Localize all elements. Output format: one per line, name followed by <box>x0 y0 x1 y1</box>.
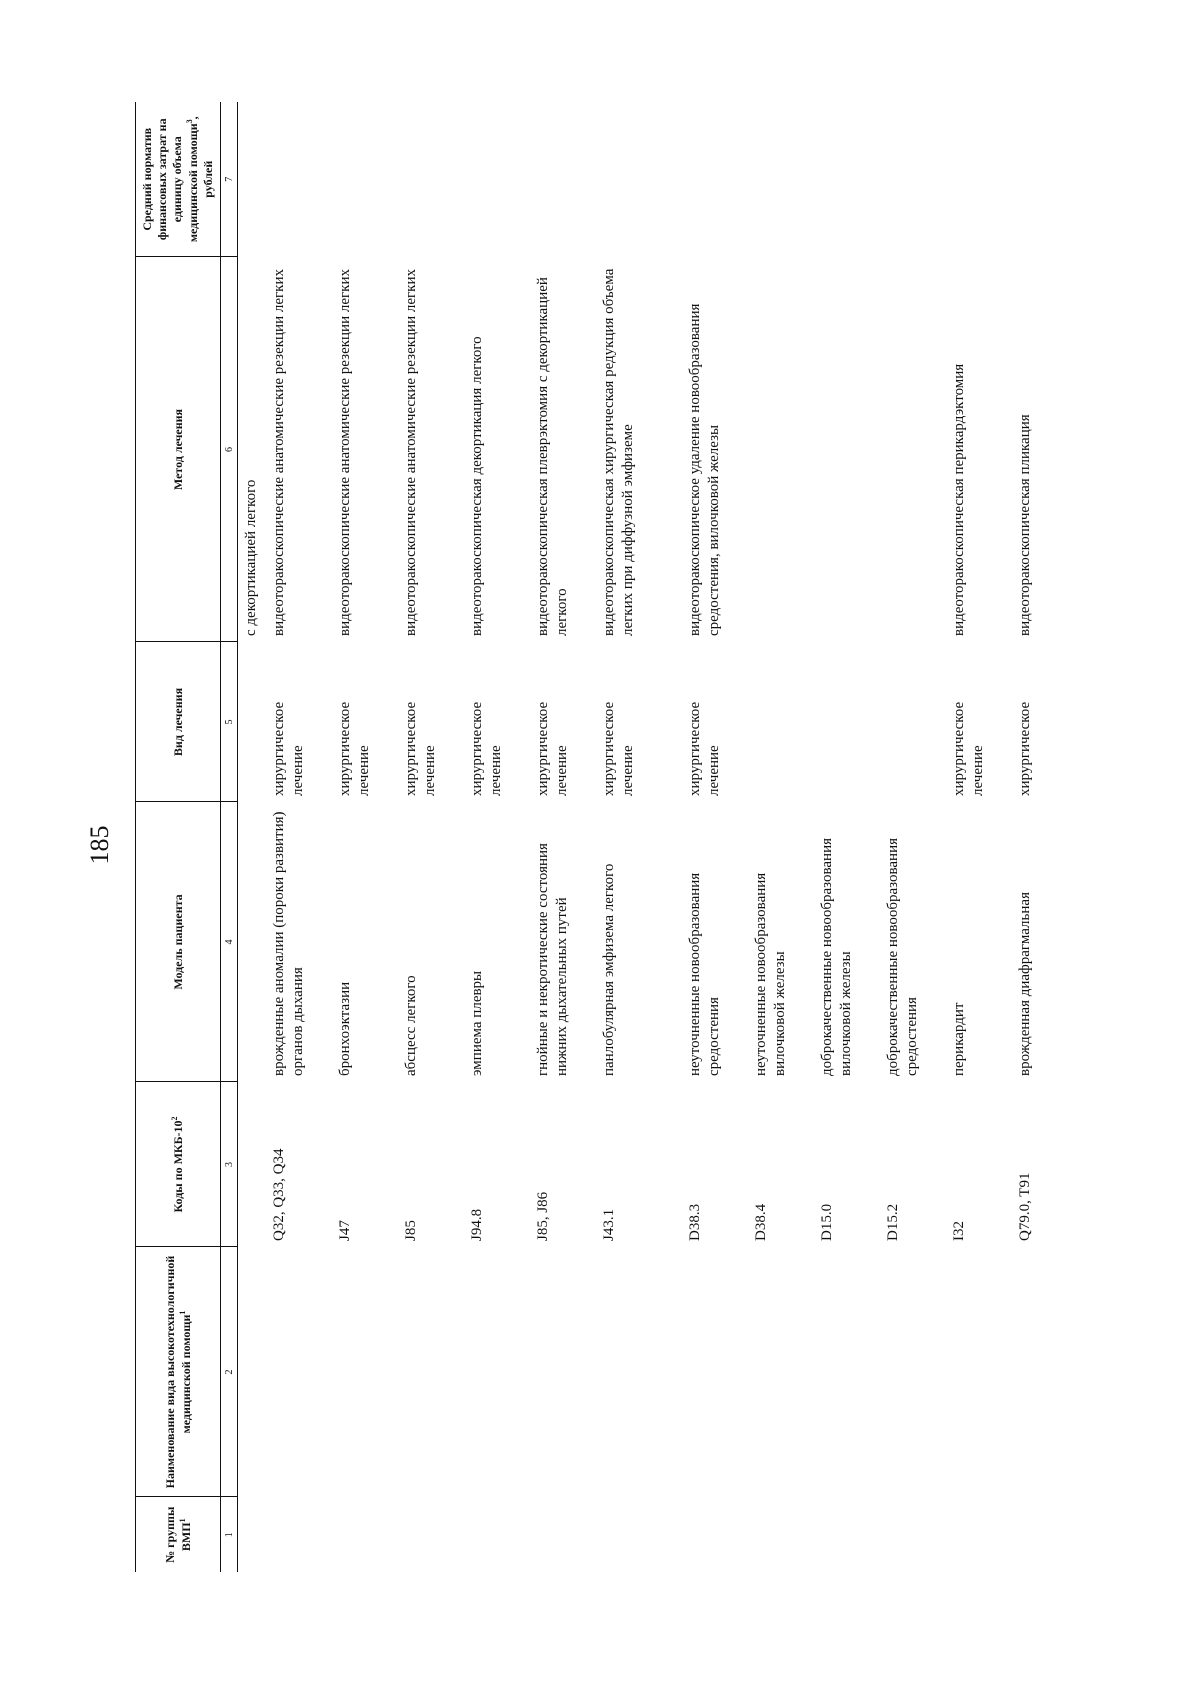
method-cell: видеоторакоскопическая перикардэктомия <box>951 363 967 636</box>
codes-cell: J43.1 <box>601 1208 617 1241</box>
header-cost-norm: Средний норматив финансовых затрат на единицу объема медицинской помощи$^3$, рублей <box>136 102 221 257</box>
type-cell: хирургическое лечение <box>271 701 306 796</box>
codes-cell: D38.3 <box>687 1203 703 1241</box>
table-row <box>400 102 466 1572</box>
model-cell: бронхоэктазии <box>337 981 353 1076</box>
method-cell: видеоторакоскопическое удаление новообразования средостения, вилочковой железы <box>687 303 722 636</box>
type-cell: хирургическое лечение <box>535 701 570 796</box>
page-number: 185 <box>85 825 114 865</box>
column-number: 5 <box>221 642 238 802</box>
type-cell <box>882 642 948 802</box>
table-row <box>750 102 816 1572</box>
type-cell: хирургическое лечение <box>601 701 636 796</box>
codes-cell: D15.0 <box>819 1203 835 1241</box>
model-cell: врожденные аномалии (пороки развития) органов дыхания <box>271 811 306 1076</box>
type-cell: хирургическое лечение <box>951 701 986 796</box>
table-row <box>268 102 334 1572</box>
rotated-table-container <box>135 102 1085 1572</box>
table-row <box>948 102 1014 1572</box>
column-number: 2 <box>221 1247 238 1497</box>
model-cell: доброкачественные новообразования вилочковой железы <box>819 838 854 1076</box>
header-icd-codes: Коды по МКБ-$10^2$ <box>136 1082 221 1247</box>
model-cell: доброкачественные новообразования средостения <box>885 838 920 1076</box>
table-row <box>684 102 750 1572</box>
codes-cell: D38.4 <box>753 1203 769 1241</box>
codes-cell: I32 <box>951 1221 967 1241</box>
codes-cell: J85, J86 <box>535 1191 551 1241</box>
table-row <box>466 102 532 1572</box>
table-row <box>598 102 684 1572</box>
type-cell: хирургическое лечение <box>337 701 372 796</box>
method-cell: видеоторакоскопическая плеврэктомия с декортикацией легкого <box>535 277 570 636</box>
model-cell: панлобулярная эмфизема легкого <box>601 863 617 1076</box>
method-cell: видеоторакоскопические анатомические резекции легких <box>337 269 353 636</box>
header-treatment-type: Вид лечения <box>136 642 221 802</box>
column-number: 6 <box>221 257 238 642</box>
codes-cell: J47 <box>337 1220 353 1241</box>
table-row <box>334 102 400 1572</box>
column-number: 4 <box>221 802 238 1082</box>
method-cell <box>816 257 882 642</box>
table-row <box>882 102 948 1572</box>
model-cell: эмпиема плевры <box>469 970 485 1076</box>
codes-cell: D15.2 <box>885 1203 901 1241</box>
method-cell: видеоторакоскопическая хирургическая редукция объема легких при диффузной эмфиземе <box>601 268 636 636</box>
header-group-number: № группы ВМП$^1$ <box>136 1497 221 1572</box>
method-cell: с декортикацией легкого <box>243 479 259 636</box>
codes-cell: Q32, Q33, Q34 <box>271 1148 287 1241</box>
model-cell: неуточненные новообразования вилочковой железы <box>753 872 788 1076</box>
model-cell: абсцесс легкого <box>403 975 419 1076</box>
method-cell <box>750 257 816 642</box>
vmp-table <box>135 102 1080 1572</box>
table-row <box>1014 102 1080 1572</box>
type-cell: хирургическое лечение <box>403 701 438 796</box>
codes-cell: Q79.0, T91 <box>1017 1172 1033 1241</box>
codes-cell: J94.8 <box>469 1208 485 1241</box>
method-cell: видеоторакоскопические анатомические резекции легких <box>271 269 287 636</box>
method-cell: видеоторакоскопическая декортикация легкого <box>469 336 485 636</box>
table-row <box>816 102 882 1572</box>
column-number-row <box>221 102 238 1572</box>
method-cell <box>882 257 948 642</box>
type-cell: хирургическое лечение <box>687 701 722 796</box>
type-cell <box>816 642 882 802</box>
model-cell: гнойные и некротические состояния нижних дыхательных путей <box>535 843 570 1076</box>
method-cell: видеоторакоскопическая пликация <box>1017 414 1033 636</box>
column-number: 7 <box>221 102 238 257</box>
header-patient-model: Модель пациента <box>136 802 221 1082</box>
header-row <box>136 102 221 1572</box>
table-row <box>532 102 598 1572</box>
model-cell: врожденная диафрагмальная <box>1017 892 1033 1076</box>
column-number: 1 <box>221 1497 238 1572</box>
column-number: 3 <box>221 1082 238 1247</box>
model-cell: перикардит <box>951 1002 967 1076</box>
codes-cell: J85 <box>403 1220 419 1241</box>
type-cell: хирургическое <box>1017 701 1033 796</box>
model-cell: неуточненные новообразования средостения <box>687 872 722 1076</box>
method-cell: видеоторакоскопические анатомические резекции легких <box>403 269 419 636</box>
type-cell: хирургическое лечение <box>469 701 504 796</box>
table-row <box>238 102 269 1572</box>
type-cell <box>750 642 816 802</box>
header-treatment-method: Метод лечения <box>136 257 221 642</box>
header-vmp-name: Наименование вида высокотехнологичной медицинской помощи$^1$ <box>136 1247 221 1497</box>
